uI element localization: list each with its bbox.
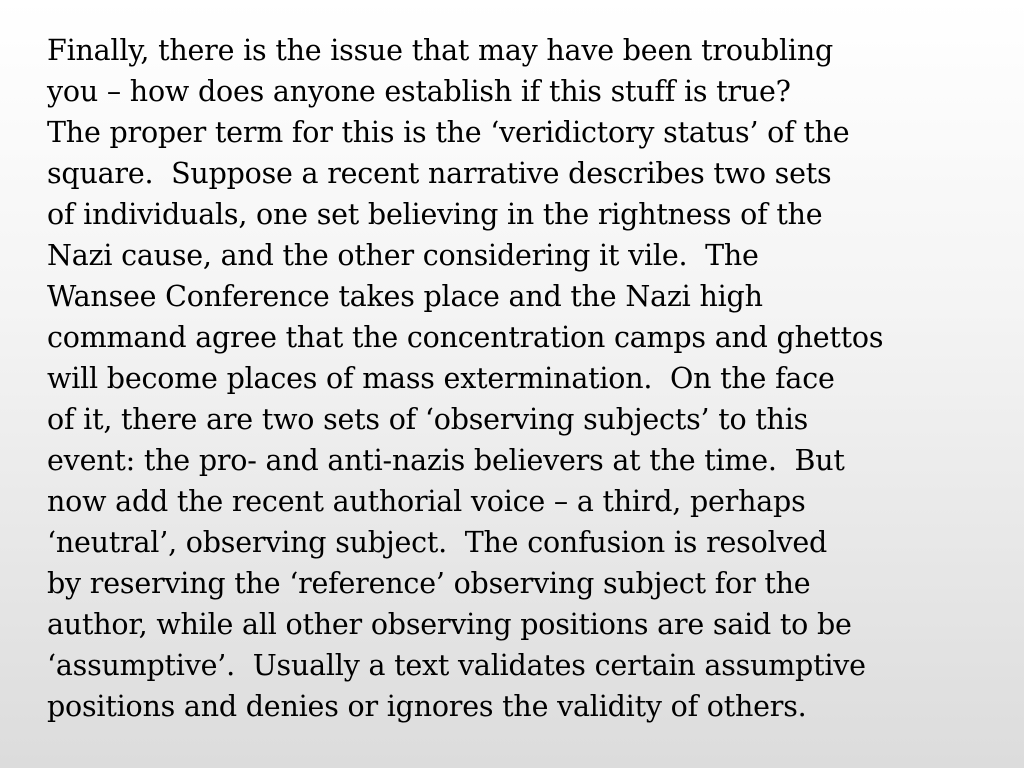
text-line: you – how does anyone establish if this stuff is true? <box>47 75 791 108</box>
text-line: ‘neutral’, observing subject. The confusion is resolved <box>47 526 828 559</box>
text-line: positions and denies or ignores the validity of others. <box>47 690 807 723</box>
text-line: The proper term for this is the ‘veridictory status’ of the <box>47 116 850 149</box>
text-line: now add the recent authorial voice – a third, perhaps <box>47 485 806 518</box>
text-line: will become places of mass extermination. On the face <box>47 362 835 395</box>
text-line: square. Suppose a recent narrative describes two sets <box>47 157 832 190</box>
text-line: Wansee Conference takes place and the Nazi high <box>47 280 763 313</box>
text-line: command agree that the concentration camps and ghettos <box>47 321 884 354</box>
text-line: ‘assumptive’. Usually a text validates certain assumptive <box>47 649 866 682</box>
text-line: Finally, there is the issue that may have been troubling <box>47 34 834 67</box>
text-line: by reserving the ‘reference’ observing subject for the <box>47 567 811 600</box>
text-line: event: the pro- and anti-nazis believers at the time. But <box>47 444 845 477</box>
text-line: author, while all other observing positions are said to be <box>47 608 852 641</box>
text-line: of it, there are two sets of ‘observing subjects’ to this <box>47 403 809 436</box>
text-line: Nazi cause, and the other considering it vile. The <box>47 239 759 272</box>
text-line: of individuals, one set believing in the rightness of the <box>47 198 823 231</box>
slide-body-text <box>47 30 997 727</box>
